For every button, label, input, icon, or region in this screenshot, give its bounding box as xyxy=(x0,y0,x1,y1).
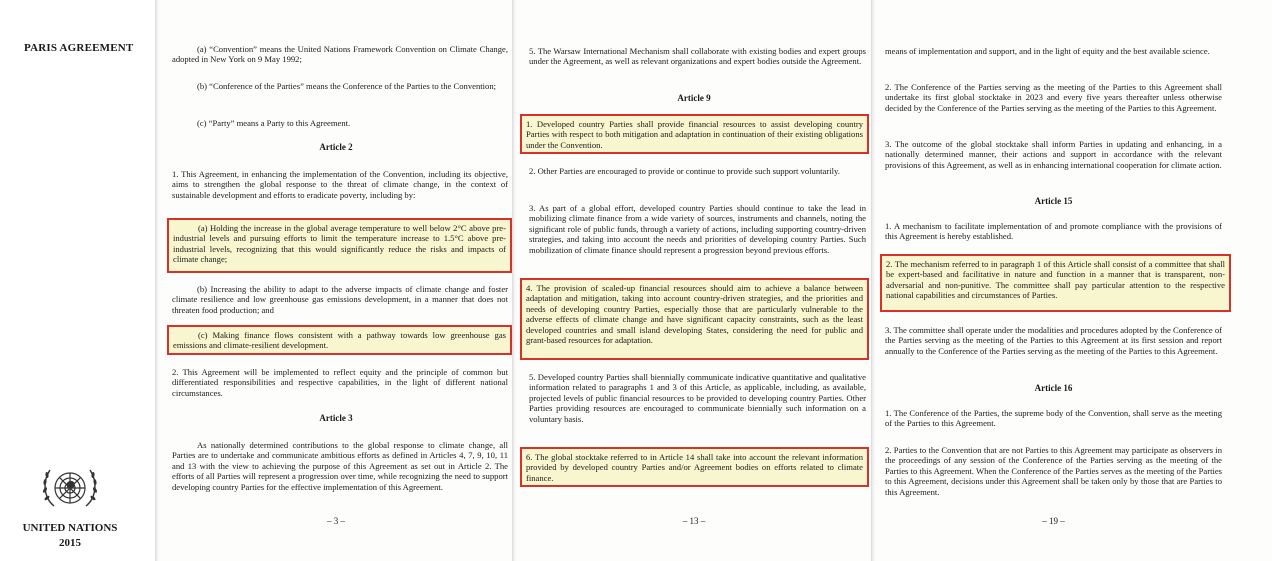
definition-b: (b) “Conference of the Parties” means the Conference of the Parties to the Convention; xyxy=(197,81,497,91)
article-15-paragraph-3: 3. The committee shall operate under the modalities and procedures adopted by the Conference of the Parties serving as the meeting of the Parties to this Agreement at its first session and report annually to the Conference of the Parties serving as the meeting of the Parties to this Agreement. xyxy=(885,325,1222,356)
article-8-paragraph-5: 5. The Warsaw International Mechanism shall collaborate with existing bodies and expert groups under the Agreement, as well as relevant organizations and expert bodies outside the Agreement. xyxy=(529,46,866,67)
definition-a: (a) “Convention” means the United Nations Framework Convention on Climate Change, adopted in New York on 9 May 1992; xyxy=(172,44,508,65)
highlight-article-15-paragraph-2: 2. The mechanism referred to in paragraph 1 of this Article shall consist of a committee that shall be expert-based and facilitative in nature and function in a manner that is transparent, non-adversarial and non-punitive. The committee shall pay particular attention to the respective national capabilities and circumstances of Parties. xyxy=(880,254,1231,312)
article-9-heading: Article 9 xyxy=(677,93,711,103)
document-title: PARIS AGREEMENT xyxy=(24,42,134,54)
article-9-paragraph-5: 5. Developed country Parties shall biennially communicate indicative quantitative and qualitative information related to paragraphs 1 and 3 of this Article, as applicable, including, as available, projected levels of public financial resources to be provided to developing country Parties. Other Parties providing resources are encouraged to communicate biennially such information on a voluntary basis. xyxy=(529,372,866,424)
organization-year: 2015 xyxy=(59,537,81,549)
document-page-3 xyxy=(160,0,512,561)
article-2-heading: Article 2 xyxy=(319,142,353,152)
article-16-heading: Article 16 xyxy=(1034,383,1073,393)
page-number: – 19 – xyxy=(1042,516,1065,526)
article-9-paragraph-2: 2. Other Parties are encouraged to provide or continue to provide such support voluntarily. xyxy=(529,166,840,176)
highlight-article-9-paragraph-6: 6. The global stocktake referred to in Article 14 shall take into account the relevant information provided by developed country Parties and/or Agreement bodies on efforts related to climate finance. xyxy=(520,447,869,487)
article-9-paragraph-3: 3. As part of a global effort, developed country Parties should continue to take the lead in mobilizing climate finance from a wide variety of sources, instruments and channels, noting the significant role of public funds, through a variety of actions, including supporting country-driven strategies, and taking into account the needs and priorities of developing country Parties. Such mobilization of climate finance should represent a progression beyond previous efforts. xyxy=(529,203,866,255)
article-14-continuation: means of implementation and support, and in the light of equity and the best available science. xyxy=(885,46,1210,56)
article-15-heading: Article 15 xyxy=(1034,196,1073,206)
article-2-paragraph-1: 1. This Agreement, in enhancing the implementation of the Convention, including its objective, aims to strengthen the global response to the threat of climate change, in the context of sustainable development and efforts to eradicate poverty, including by: xyxy=(172,169,508,200)
article-14-paragraph-2: 2. The Conference of the Parties serving as the meeting of the Parties to this Agreement shall undertake its first global stocktake in 2023 and every five years thereafter unless otherwise decided by the Conference of the Parties serving as the meeting of the Parties to this Agreement. xyxy=(885,82,1222,113)
article-3-heading: Article 3 xyxy=(319,413,353,423)
article-2-paragraph-2: 2. This Agreement will be implemented to reflect equity and the principle of common but differentiated responsibilities and respective capabilities, in the light of different national circumstances. xyxy=(172,367,508,398)
highlight-article-9-paragraph-1: 1. Developed country Parties shall provide financial resources to assist developing country Parties with respect to both mitigation and adaptation in continuation of their existing obligations under the Convention. xyxy=(520,114,869,154)
document-sidebar xyxy=(0,0,155,561)
article-14-paragraph-3: 3. The outcome of the global stocktake shall inform Parties in updating and enhancing, in a nationally determined manner, their actions and support in accordance with the relevant provisions of this Agreement, as well as in enhancing international cooperation for climate action. xyxy=(885,139,1222,170)
organization-name: UNITED NATIONS xyxy=(22,522,118,534)
document-page-19 xyxy=(876,0,1272,561)
page-number: – 13 – xyxy=(682,516,706,526)
highlight-article-9-paragraph-4: 4. The provision of scaled-up financial resources should aim to achieve a balance between adaptation and mitigation, taking into account country-driven strategies, and the priorities and needs of developing country Parties, especially those that are particularly vulnerable to the adverse effects of climate change and have significant capacity constraints, such as the least developed countries and small island developing States, considering the need for public and grant-based resources for adaptation. xyxy=(520,278,869,360)
article-2-b: (b) Increasing the ability to adapt to the adverse impacts of climate change and foster climate resilience and low greenhouse gas emissions development, in a manner that does not threaten food production; and xyxy=(172,284,508,315)
highlight-article-2-c: (c) Making finance flows consistent with a pathway towards low greenhouse gas emissions and climate-resilient development. xyxy=(167,325,512,355)
article-3-text: As nationally determined contributions to the global response to climate change, all Parties are to undertake and communicate ambitious efforts as defined in Articles 4, 7, 9, 10, 11 and 13 with the view to achieving the purpose of this Agreement as set out in Article 2. The efforts of all Parties will represent a progression over time, while recognizing the need to support developing country Parties for the effective implementation of this Agreement. xyxy=(172,440,508,492)
article-15-paragraph-1: 1. A mechanism to facilitate implementation of and promote compliance with the provisions of this Agreement is hereby established. xyxy=(885,221,1222,242)
highlight-article-2-a: (a) Holding the increase in the global average temperature to well below 2°C above pre-industrial levels and pursuing efforts to limit the temperature increase to 1.5°C above pre-industrial levels, recognizing that this would significantly reduce the risks and impacts of climate change; xyxy=(167,218,512,273)
definition-c: (c) “Party” means a Party to this Agreement. xyxy=(197,118,351,128)
page-number: – 3 – xyxy=(327,516,345,526)
article-16-paragraph-1: 1. The Conference of the Parties, the supreme body of the Convention, shall serve as the meeting of the Parties to this Agreement. xyxy=(885,408,1222,429)
document-page-13 xyxy=(517,0,871,561)
un-emblem-icon xyxy=(38,462,102,518)
article-16-paragraph-2: 2. Parties to the Convention that are not Parties to this Agreement may participate as observers in the proceedings of any session of the Conference of the Parties serving as the meeting of the Parties to this Agreement. When the Conference of the Parties serves as the meeting of the Parties to this Agreement, decisions under this Agreement shall be taken only by those that are Parties to this Agreement. xyxy=(885,445,1222,497)
